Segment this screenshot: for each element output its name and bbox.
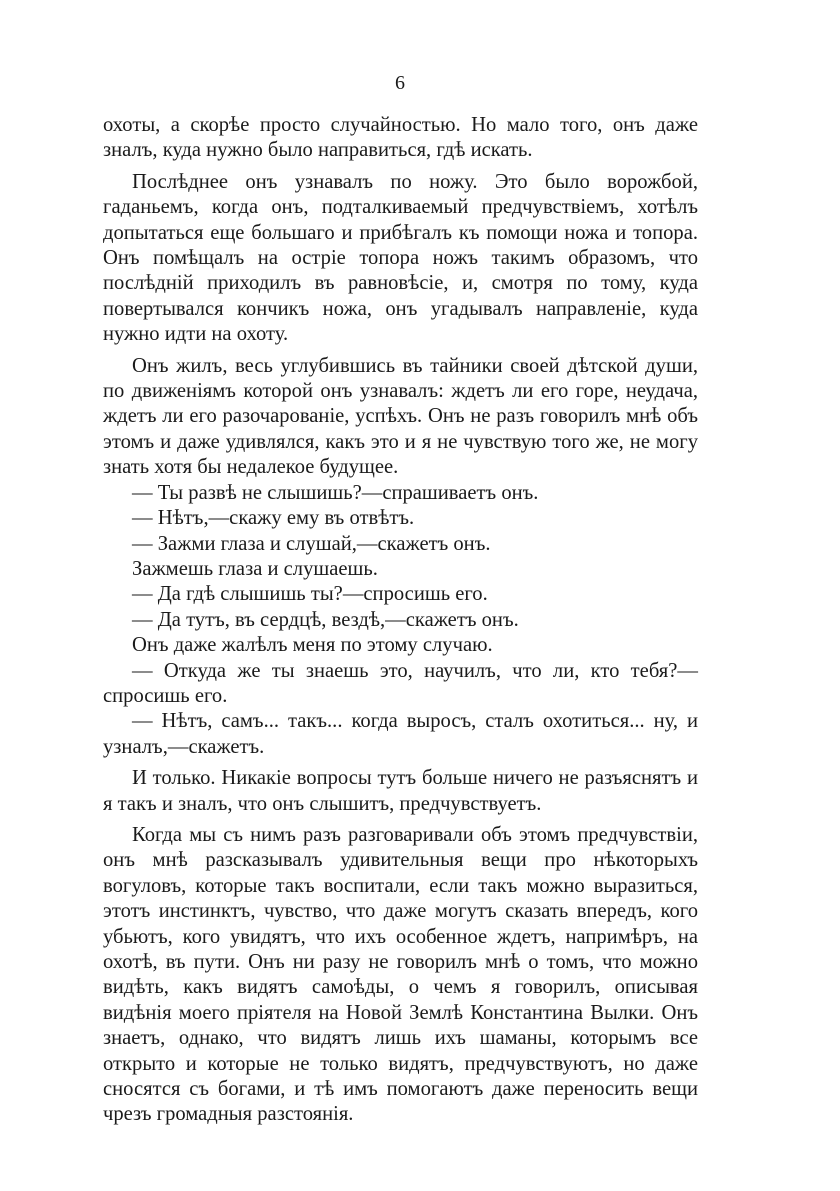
dialogue-line-8: — Откуда же ты знаешь это, научилъ, что ли, кто тебя?—спросишь его. — [103, 659, 698, 707]
dialogue-line-7: Онъ даже жалѣлъ меня по этому случаю. — [132, 634, 493, 657]
dialogue-line-2: — Нѣтъ,—скажу ему въ отвѣтъ. — [132, 507, 415, 530]
dialogue-line-4: Зажмешь глаза и слушаешь. — [132, 557, 378, 580]
paragraph-5: Когда мы съ нимъ разъ разговаривали объ этомъ предчувствiи, онъ мнѣ разсказывалъ удивительныя вещи про нѣкоторыхъ вогуловъ, которые такъ воспитали, если такъ можно выразиться, этотъ инстинктъ, чувство, что даже могутъ сказать впередъ, кого убьютъ, кого увидятъ, что ихъ особенное ждетъ, напримѣръ, на охотѣ, въ пути. Онъ ни разу не говорилъ мнѣ о томъ, что можно видѣть, какъ видятъ самоѣды, о чемъ я говорилъ, описывая видѣнiя моего прiятеля на Новой Землѣ Константина Вылки. Онъ знаетъ, однако, что видятъ лишь ихъ шаманы, которымъ все открыто и которые не только видятъ, предчувствуютъ, но даже сносятся съ богами, и тѣ имъ помогаютъ даже переносить вещи чрезъ громадныя разстоянiя. — [103, 823, 698, 1126]
dialogue-line-5: — Да гдѣ слышишь ты?—спросишь его. — [132, 583, 488, 606]
paragraph-1: охоты, а скорѣе просто случайностью. Но мало того, онъ даже зналъ, куда нужно было направиться, гдѣ искать. — [103, 114, 698, 162]
dialogue-line-6: — Да тутъ, въ сердцѣ, вездѣ,—скажетъ онъ. — [132, 608, 519, 631]
dialogue-line-3: — Зажми глаза и слушай,—скажетъ онъ. — [132, 532, 491, 555]
paragraph-2: Послѣднее онъ узнавалъ по ножу. Это было ворожбой, гаданьемъ, когда онъ, подталкиваемый предчувствіемъ, хотѣлъ допытаться еще большаго и прибѣгалъ къ помощи ножа и топора. Онъ помѣщалъ на острiе топора ножъ такимъ образомъ, что послѣднiй приходилъ въ равновѣсiе, и, смотря по тому, куда повертывался кончикъ ножа, онъ угадывалъ направленiе, куда нужно идти на охоту. — [103, 170, 698, 346]
dialogue-line-1: — Ты развѣ не слышишь?—спрашиваетъ онъ. — [132, 481, 539, 504]
paragraph-4: И только. Никакiе вопросы тутъ больше ничего не разъяснятъ и я такъ и зналъ, что онъ слышитъ, предчувствуетъ. — [103, 767, 698, 815]
paragraph-3: Онъ жилъ, весь углубившись въ тайники своей дѣтской души, по движенiямъ которой онъ узнавалъ: ждетъ ли его горе, неудача, ждетъ ли его разочарованiе, успѣхъ. Онъ не разъ говорилъ мнѣ объ этомъ и даже удивлялся, какъ это и я не чувствую того же, не могу знать хотя бы недалекое будущее. — [103, 354, 698, 479]
page-body — [103, 113, 698, 1128]
page-number: 6 — [395, 72, 405, 94]
dialogue-line-9: — Нѣтъ, самъ... такъ... когда выросъ, сталъ охотиться... ну, и узналъ,—скажетъ. — [103, 710, 698, 758]
